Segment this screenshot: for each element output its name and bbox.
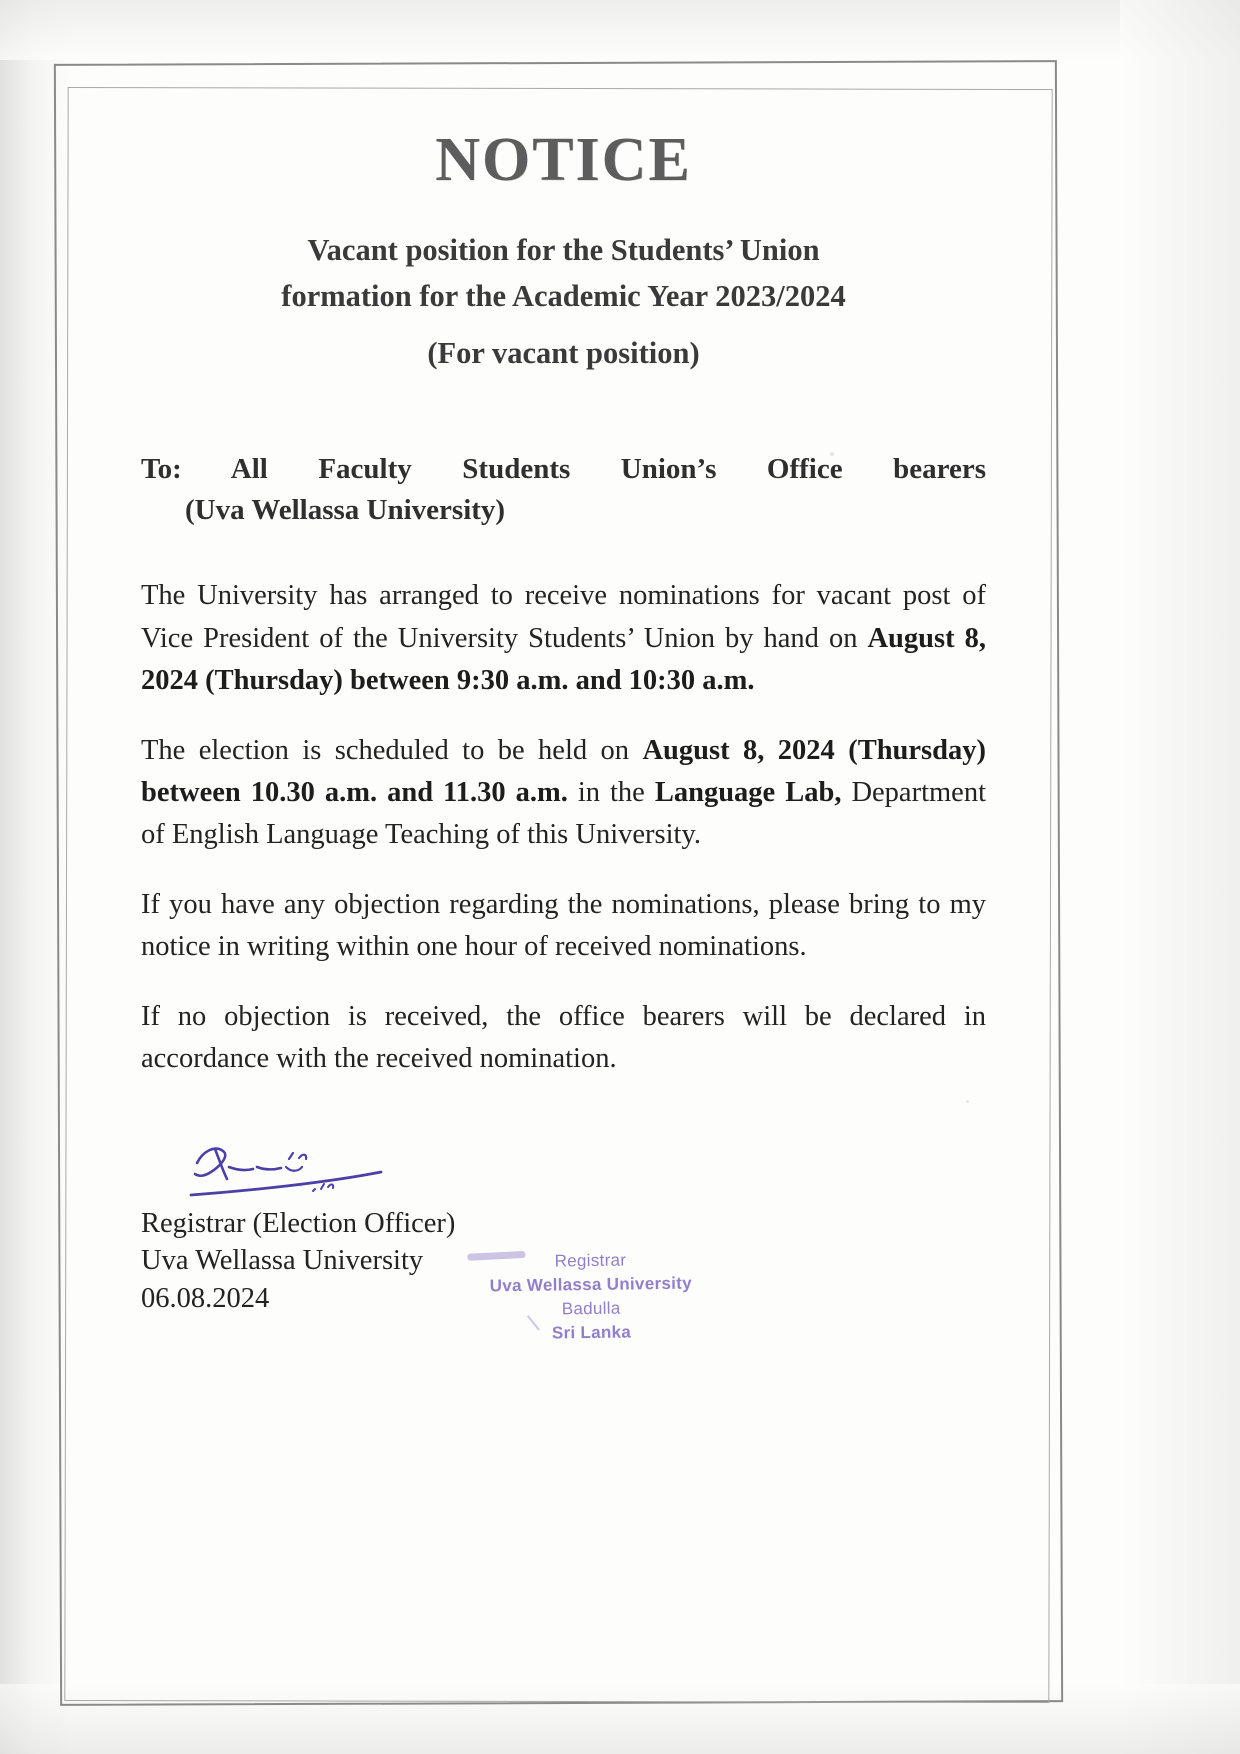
signature-block xyxy=(141,1153,986,1343)
subtitle-line-1: Vacant position for the Students’ Union xyxy=(307,233,820,268)
addressee-line-2: (Uva Wellassa University) xyxy=(185,493,506,526)
subtitle-line-2: formation for the Academic Year 2023/2024 xyxy=(281,279,846,314)
signatory-organization: Uva Wellassa University xyxy=(141,1245,424,1277)
paragraph-election: The election is scheduled to be held on August 8, 2024 (Thursday) between 10.30 a.m. and 11.30 a.m. in the Language Lab, Department of English Language Teaching of this University. xyxy=(141,734,986,851)
stamp-line-2: Uva Wellassa University xyxy=(489,1273,693,1296)
subtitle-note: (For vacant position) xyxy=(427,335,700,370)
stamp-line-1: Registrar xyxy=(554,1250,627,1271)
scan-edge-shading-top xyxy=(0,0,1240,60)
paragraph-objection: If you have any objection regarding the nominations, please bring to my notice in writing within one hour of received nominations. xyxy=(141,888,986,963)
stamp-line-3: Badulla xyxy=(561,1298,621,1319)
signature-date: 06.08.2024 xyxy=(141,1282,270,1314)
notice-subtitle xyxy=(141,227,986,320)
addressee-block xyxy=(141,449,986,531)
paragraph-nominations: The University has arranged to receive nominations for vacant post of Vice President of the University Students’ Union by hand on August 8, 2024 (Thursday) between 9:30 a.m. and 10:30 a.m. xyxy=(141,580,986,697)
document-body xyxy=(141,126,986,1343)
paragraph-no-objection: If no objection is received, the office bearers will be declared in accordance with the received nomination. xyxy=(141,1000,986,1075)
notice-heading: NOTICE xyxy=(435,126,692,194)
addressee-line-1: To: All Faculty Students Union’s Office bearers xyxy=(141,452,986,485)
signatory-title: Registrar (Election Officer) xyxy=(141,1207,456,1239)
scan-edge-shading-right xyxy=(1120,0,1240,1754)
official-rubber-stamp xyxy=(465,1247,716,1347)
stamp-line-4: Sri Lanka xyxy=(551,1322,632,1343)
